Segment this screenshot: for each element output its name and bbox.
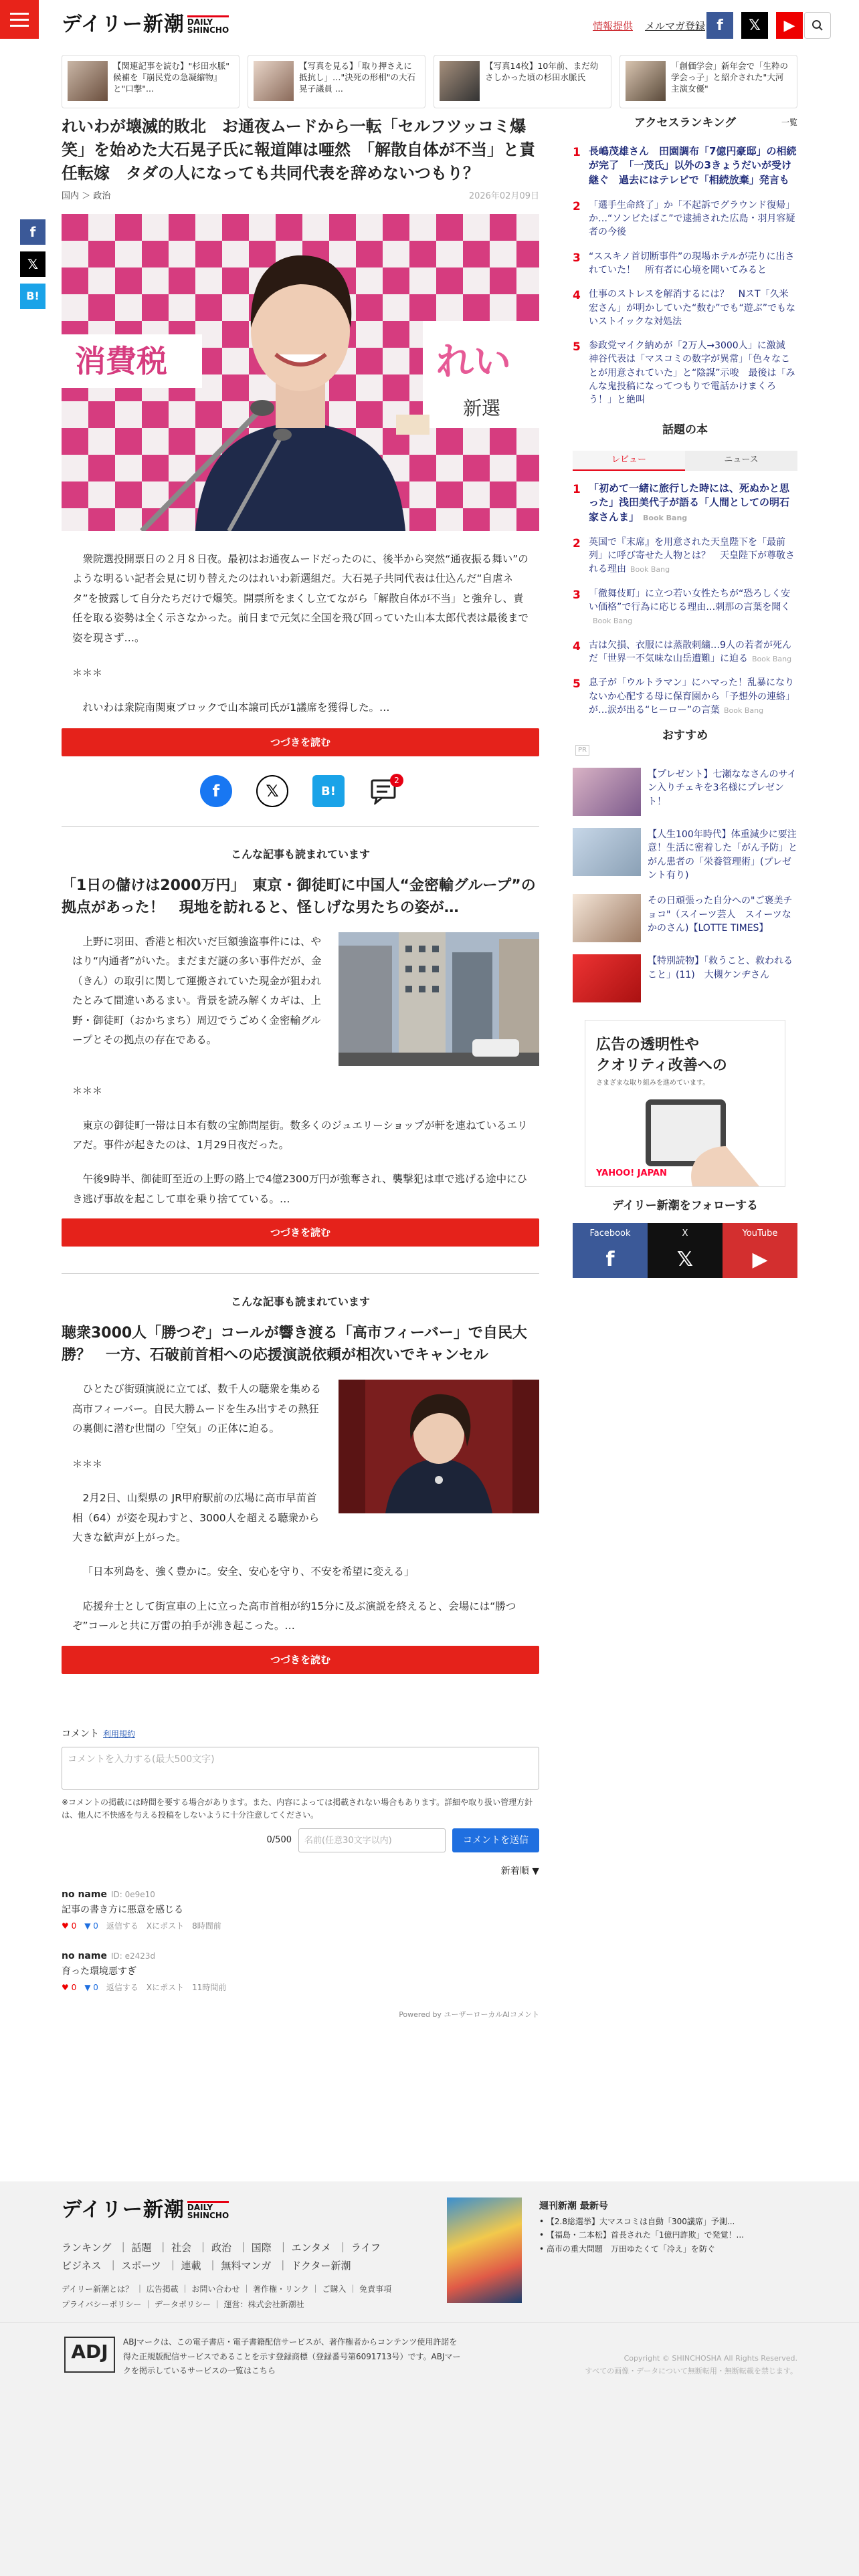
sort-dropdown[interactable]: 新着順 ▼ [500,1866,539,1877]
comment-label: コメント 利用規約 [62,1728,136,1739]
pickup-item[interactable]: 【写真14枚】10年前、まだ幼さしかった頃の杉田水脈氏 [434,55,611,108]
tab-news[interactable]: ニュース [685,451,797,471]
follow-buttons [573,1223,797,1278]
site-header [0,0,859,40]
ranking-item[interactable]: 4 仕事のストレスを解消するには？ NスT「久米宏さん」が明かしていた“数む”でも“遊ぶ”でもないストイックな対処法 [573,289,796,327]
books-tabs [573,451,797,471]
separator-stars: ＊＊＊ [72,667,103,679]
pickup-item[interactable]: 【関連記事を読む】"杉田水脈" 候補を『崩民党の急凝縮物』と"口撃"... [62,55,240,108]
char-counter: 0/500 [266,1835,292,1846]
advertisement[interactable]: 広告の透明性や クオリティ改善への さまざまな取り組みを進めています。 YAHOO! JAPAN [585,1020,785,1187]
powered-by: Powered by ユーザーローカルAIコメント [399,2010,539,2020]
category-link-politics[interactable]: 政治 [93,191,111,202]
x-share-button[interactable]: 𝕏 [256,775,288,807]
weekly-item[interactable]: • 【2.8総選挙】大マスコミは自動「300議席」予測... [539,2216,735,2226]
search-icon [812,19,824,31]
article-title: れいわが壊滅的敗北 お通夜ムードから一転「セルフツッコミ爆笑」を始めた大石晃子氏に報道陣は唖然 「解散自体が不当」と責任転嫁 タダの人になっても共同代表を辞めないつもり？ [62,117,535,183]
ranking-title: アクセスランキング 一覧 [634,116,797,130]
pickup-thumbnail [254,61,294,101]
comment-form [62,1828,539,1852]
weekly-latest: 週刊新潮 最新号 • 【2.8総選挙】大マスコミは自動「300議席」予測... • 【福島・二本松】首長された「1億円詐欺」で発覚！... • 高市の重大問題 万田ゆたくて「冷え」を防ぐ [539,2199,807,2256]
reply-button[interactable]: 返信する [106,1921,138,1931]
comment-note: ※コメントの掲載には時間を要する場合があります。また、内容によっては掲載されない場合もあります。詳細や取り扱い管理方針は、他人に不快感を与える投稿をしないように十分注意してください。 [62,1797,533,1820]
related-article-image [339,932,539,1066]
related-article-title[interactable]: 「1日の儲けは2000万円」 東京・御徒町に中国人“金密輸グループ”の拠点があった！ 現地を訪れると、怪しげな男たちの姿が… [62,877,536,917]
site-logo[interactable] [62,15,229,35]
related-heading: こんな記事も読まれています [230,1295,370,1309]
svg-text:れい: れい [436,340,511,384]
reply-button[interactable]: 返信する [106,1983,138,1993]
footer-link[interactable]: 無料マンガ [221,2260,272,2272]
send-comment-button[interactable]: コメントを送信 [452,1828,539,1852]
post-to-x-button[interactable]: Xにポスト [146,1921,185,1931]
hamburger-menu-button[interactable] [0,0,39,39]
hatena-bookmark-icon[interactable]: B! [20,284,45,309]
bad-button[interactable]: ▼ 0 [84,1983,98,1993]
copyright: Copyright © SHINCHOSHA All Rights Reserved. すべての画像・データについて無断転用・無断転載を禁じます。 [585,2354,797,2375]
footer-link[interactable]: 話題 [131,2242,152,2254]
follow-title: デイリー新潮をフォローする [611,1199,759,1213]
footer-link[interactable]: ランキング [62,2242,112,2254]
logo-en: DAILY SHINCHO [187,15,229,35]
main-content [62,115,539,2021]
youtube-icon: ▶ [752,1248,768,1272]
category-link-domestic[interactable]: 国内 [62,191,80,202]
book-item[interactable]: 2 英国で『末席』を用意された天皇陛下を「最前列」に呼び寄せた人物とは？ 天皇陛下が尊敬される理由 Book Bang [573,536,795,575]
tab-review[interactable]: レビュー [573,451,685,471]
recommend-thumbnail [573,768,641,816]
divider [62,1273,539,1274]
name-input[interactable]: 名前(任意30文字以内) [298,1828,446,1852]
bad-button[interactable]: ▼ 0 [84,1921,98,1931]
search-button[interactable] [804,12,831,39]
article-body-2: れいわは衆院南関東ブロックで山本譲司氏が1議席を獲得した。… [82,701,390,714]
footer-link[interactable]: スポーツ [121,2260,161,2272]
pickup-item[interactable]: 【写真を見る】「取り押さえに抵抗し」…"決死の形相"の大石晃子議員 ... [248,55,425,108]
recommend-thumbnail [573,894,641,942]
comment-count-badge: 2 [390,774,403,787]
sidebar [573,115,797,1278]
comment-count-button[interactable] [369,775,401,807]
footer-link[interactable]: 国際 [251,2242,272,2254]
continue-reading-button[interactable]: つづきを読む [62,728,539,756]
book-item[interactable]: 5 息子が「ウルトラマン」にハマった！乱暴になりないか心配する母に保育園から「予想外の連絡」が…涙が出る“ヒーロー”の言葉 Book Bang [573,677,795,716]
svg-text:新選: 新選 [463,397,501,419]
related-article-title[interactable]: 聴衆3000人「勝つぞ」コールが響き渡る「高市フィーバー」で自民大勝？ 一方、石破前首相への応援演説依頼が相次いでキャンセル [62,1325,527,1364]
related-article-para: 東京の御徒町一帯は日本有数の宝飾問屋街。数多くのジュエリーショップが軒を連ねているエリアだ。事件が起きたのは、1月29日夜だった。 [72,1119,528,1151]
abj-mark: ADJ [64,2337,115,2373]
related-article-image [339,1380,539,1513]
facebook-share-icon[interactable]: f [20,219,45,245]
related-article [62,1380,539,1547]
weekly-item[interactable]: • 高市の重大問題 万田ゆたくて「冷え」を防ぐ [539,2244,715,2254]
related-article [62,932,539,1066]
abj-text: ABJマークは、この電子書店・電子書籍配信サービスが、著作権者からコンテンツ使用許諾を得た正規版配信サービスであることを示す登録商標（登録番号第6091713号）です。ABJマークを掲示しているサービスの一覧はこちら [123,2337,461,2376]
continue-reading-button[interactable]: つづきを読む [62,1646,539,1674]
recommend-item[interactable]: 【人生100年時代】体重減少に要注意！生活に密着した「がん予防」とがん患者の「栄養管理術」(プレゼント有り) [573,828,797,882]
article-meta: 国内 ＞ 政治 2026年02月09日 [62,190,539,203]
pickup-thumbnail [68,61,108,101]
tip-link[interactable]: 情報提供 [592,20,633,32]
footer-nav: ランキング ｜ 話題 ｜ 社会 ｜ 政治 ｜ 国際 ｜ エンタメ ｜ ライフ ビジネス ｜ スポーツ ｜ 連載 ｜ 無料マンガ ｜ ドクター新潮 [62,2242,381,2272]
book-item[interactable]: 4 古は欠損、衣服には蒸散刺繍…9人の若者が死んだ「世界一不気味な山岳遭難」に迫る Book Bang [573,639,792,664]
footer-logo[interactable]: デイリー新潮 DAILY SHINCHO [62,2198,229,2222]
separator-stars: ＊＊＊ [72,1457,103,1470]
x-share-icon[interactable]: 𝕏 [20,251,45,277]
magazine-cover[interactable] [447,2197,522,2303]
related-article-para: 2月2日、山梨県の JR甲府駅前の広場に高市早苗首相（64）が姿を現わすと、3000人を超える聴衆から大きな歓声が上がった。 [72,1492,320,1543]
continue-reading-button[interactable]: つづきを読む [62,1218,539,1247]
related-article-body: ひとたび街頭演説に立てば、数千人の聴衆を集める高市フィーバー。自民大勝ムードを生み出すその熱狂の裏側に潜む世間の「空気」の正体に迫る。 [72,1383,322,1435]
footer-divider [0,2322,859,2323]
related-heading: こんな記事も読まれています [230,848,370,861]
ranking-item[interactable]: 5 参政党マイク納めが「2万人→3000人」に激減 神谷代表は「マスコミの数字が異常」「色々なことが用意されていた」と“陰謀”示唆 最後は「みんな鬼投稿になってつもりで電話かけまくろう！」と絶叫 [573,340,795,406]
recommend-item[interactable]: 【プレゼント】七瀬ななさんのサイン入りチェキを3名様にプレゼント！ [573,768,797,816]
article-hero-image [62,214,539,531]
ranking-item[interactable]: 1 長嶋茂雄さん 田園調布「7億円豪邸」の相続が完了 「一茂氏」以外の3きょうだいが受け継ぐ 過去にはテレビで「相続放棄」発言も [573,144,797,186]
pickup-thumbnail [440,61,480,101]
footer-link[interactable]: 社会 [171,2242,192,2254]
comment-textarea[interactable]: コメントを入力する(最大500文字) [62,1747,539,1790]
footer-link[interactable]: ライフ [351,2242,381,2254]
footer-link[interactable]: 政治 [211,2242,231,2254]
ranking-more-link[interactable]: 一覧 [781,118,797,127]
post-to-x-button[interactable]: Xにポスト [146,1983,185,1993]
article-body: 衆院選投開票日の２月８日夜。最初はお通夜ムードだったのに、後半から突然“通夜振る舞い”のような明るい記者会見に切り替えたのはれいわ新選組だ。大石晃子共同代表は仕込んだ“自虐ネタ”を披露して自分たちだけで爆笑。開票所をまくし立てながら「解散自体が不当」と強弁し、責任を取る姿勢は全く示さなかった。前日まで元気に全国を飛び回っていた山本太郎代表は最後まで姿を現さず…。 [72,552,529,644]
share-buttons [62,775,539,807]
recommend-item[interactable]: その日頑張った自分への"ご褒美チョコ"（スイーツ芸人 スイーツなかのさん)【LOTTE TIMES】 [573,894,797,942]
pickup-item[interactable]: 「創価学会」新年会で「生粋の学会っ子」と紹介された"大河主演女優" [619,55,797,108]
related-article-para: 午後9時半、御徒町至近の上野の路上で4億2300万円が強奪され、襲撃犯は車で逃げる途中にひき逃げ事故を起こして車を乗り捨てている。… [72,1173,528,1205]
footer-link[interactable]: 連載 [181,2260,201,2272]
svg-text:消費税: 消費税 [75,342,167,379]
floating-share-bar [20,219,45,309]
facebook-share-button[interactable]: f [200,775,232,807]
separator-stars: ＊＊＊ [72,1085,103,1097]
follow-x[interactable]: X 𝕏 [648,1223,723,1278]
weekly-item[interactable]: • 【福島・二本松】首長された「1億円詐欺」で発覚！... [539,2230,744,2240]
ranking-item[interactable]: 2 「選手生命終了」か「不起訴でグラウンド復帰」か…“ソンビたばこ”で逮捕された広島・羽月容疑者の今後 [573,199,795,238]
footer-link[interactable]: ドクター新潮 [291,2260,351,2272]
logo-text: デイリー新潮 [62,13,185,36]
site-footer [0,2181,859,2576]
pickup-thumbnail [626,61,666,101]
terms-link[interactable]: 利用規約 [103,1729,136,1739]
comment-time: 8時間前 [192,1921,221,1931]
pickup-links [62,55,797,108]
book-item[interactable]: 3 「徹舞伎町」に立つ若い女性たちが“恐ろしく安い価格”で行為に応じる理由…刺那の言葉を聞くBook Bang [573,588,791,626]
comment-item: no name ID: 0e9e10 記事の書き方に悪意を感じる ♥ 0 ▼ 0 返信する Xにポスト 8時間前 [62,1889,221,1931]
recommend-item[interactable]: 【特別読物】「救うこと、救われること」(11) 大槻ケンヂさん [573,954,797,1002]
good-button[interactable]: ♥ 0 [62,1983,77,1993]
follow-facebook[interactable]: Facebook f [573,1223,648,1278]
recommend-thumbnail [573,954,641,1002]
x-icon: 𝕏 [676,1248,694,1272]
comment-time: 11時間前 [192,1983,227,1993]
comment-section [62,1727,539,2021]
footer-link[interactable]: エンタメ [291,2242,331,2254]
footer-link[interactable]: ビジネス [62,2260,102,2272]
recommend-thumbnail [573,828,641,876]
ranking-item[interactable]: 3 “ススキノ首切断事件”の現場ホテルが売りに出されていた！ 所有者に心境を聞いてみると [573,251,795,276]
divider [62,826,539,827]
youtube-icon[interactable]: ▶ [776,12,803,39]
related-article-para: 「日本列島を、強く豊かに。安全、安心を守り、不安を希望に変える」 [82,1566,415,1578]
x-icon[interactable]: 𝕏 [741,12,768,39]
newsletter-link[interactable]: メルマガ登録 [644,20,705,32]
related-article-body: 上野に羽田、香港と相次いだ巨額強盗事件には、やはり“内通者”がいた。まだまだ謎の多い事件だが、金（きん）の取引に関して運搬されていた現金が狙われたとみて間違いあるまい。背景を読み解くカギは、上野・御徒町（おかちまち）周辺でうごめく金密輸グループとその拠点の存在である。 [72,936,322,1047]
related-article-para: 応援弁士として街宣車の上に立った高市首相が約15分に及ぶ演説を終えると、会場には“勝つぞ”コールと共に万雷の拍手が沸き起こった。… [72,1600,516,1632]
hatena-share-button[interactable]: B! [312,775,345,807]
comment-item: no name ID: e2423d 育った環境悪すぎ ♥ 0 ▼ 0 返信する Xにポスト 11時間前 [62,1951,227,1993]
good-button[interactable]: ♥ 0 [62,1921,77,1931]
article-date: 2026年02月09日 [468,191,539,202]
recommend-title: おすすめ PR [573,728,797,756]
books-title: 話題の本 [662,423,708,437]
facebook-icon[interactable]: f [706,12,733,39]
footer-small-links: デイリー新潮とは？ ｜ 広告掲載 ｜ お問い合わせ ｜ 著作権・リンク ｜ ご購入 ｜ 免責事項 プライバシーポリシー ｜ データポリシー ｜ 運営：株式会社新潮社 [62,2284,392,2309]
facebook-icon: f [605,1248,615,1272]
book-item[interactable]: 1 「初めて一緒に旅行した時には、死ぬかと思った」浅田美代子が語る「人間としての明石家さんま」 Book Bang [573,481,790,524]
follow-youtube[interactable]: YouTube ▶ [723,1223,797,1278]
